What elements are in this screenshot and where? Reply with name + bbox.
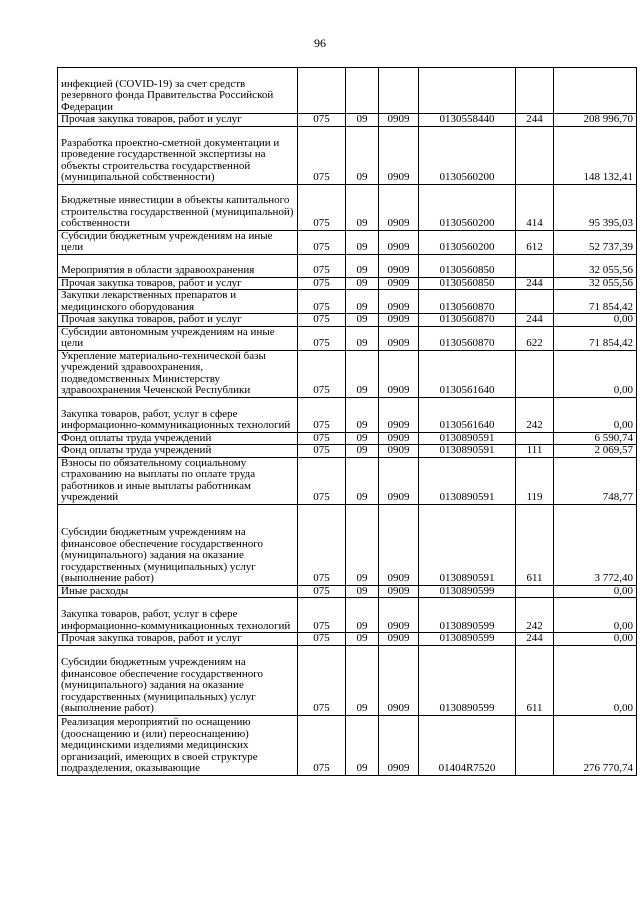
row-rz: 09	[346, 445, 379, 458]
row-sum: 0,00	[554, 314, 637, 327]
row-prz: 0909	[379, 326, 419, 350]
row-prz: 0909	[379, 397, 419, 432]
row-rz: 09	[346, 230, 379, 254]
row-vr	[516, 68, 554, 114]
row-name: Бюджетные инвестиции в объекты капитального строительства государственной (муниципальной) собственности	[58, 184, 298, 230]
row-rz: 09	[346, 314, 379, 327]
row-rz: 09	[346, 184, 379, 230]
row-sum: 148 132,41	[554, 126, 637, 184]
row-name: Прочая закупка товаров, работ и услуг	[58, 277, 298, 290]
row-ved: 075	[298, 633, 346, 646]
row-ved: 075	[298, 585, 346, 598]
row-csr	[419, 68, 516, 114]
row-name: Укрепление материально-технической базы учреждений здравоохранения, подведомственных Министерству здравоохранения Чеченской Республики	[58, 350, 298, 397]
row-prz: 0909	[379, 432, 419, 445]
page-number: 96	[314, 36, 326, 50]
row-name: Реализация мероприятий по оснащению (дооснащению и (или) переоснащению) медицинскими изделиями медицинских организаций, имеющих в своей структуре подразделения, оказывающие	[58, 715, 298, 775]
row-csr: 0130558440	[419, 114, 516, 127]
row-prz: 0909	[379, 585, 419, 598]
table-row	[58, 126, 637, 184]
row-sum: 2 069,57	[554, 445, 637, 458]
row-rz: 09	[346, 350, 379, 397]
row-prz: 0909	[379, 277, 419, 290]
row-csr: 01404R7520	[419, 715, 516, 775]
row-name: Прочая закупка товаров, работ и услуг	[58, 314, 298, 327]
row-prz	[379, 68, 419, 114]
table-row	[58, 432, 637, 445]
row-sum: 0,00	[554, 645, 637, 715]
row-csr: 0130560200	[419, 126, 516, 184]
row-name: Фонд оплаты труда учреждений	[58, 445, 298, 458]
row-name: Закупки лекарственных препаратов и медицинского оборудования	[58, 290, 298, 314]
row-prz: 0909	[379, 715, 419, 775]
table-row	[58, 504, 637, 585]
row-ved: 075	[298, 645, 346, 715]
table-row	[58, 114, 637, 127]
row-prz: 0909	[379, 350, 419, 397]
row-csr: 0130560870	[419, 314, 516, 327]
row-sum: 748,77	[554, 457, 637, 504]
row-vr	[516, 290, 554, 314]
row-name: Субсидии бюджетным учреждениям на финансовое обеспечение государственного (муниципального) задания на оказание государственных (муниципальных) услуг (выполнение работ)	[58, 504, 298, 585]
row-prz: 0909	[379, 645, 419, 715]
row-prz: 0909	[379, 504, 419, 585]
row-sum: 6 590,74	[554, 432, 637, 445]
row-name: Субсидии автономным учреждениям на иные цели	[58, 326, 298, 350]
row-ved: 075	[298, 277, 346, 290]
row-csr: 0130890591	[419, 432, 516, 445]
row-ved: 075	[298, 230, 346, 254]
row-prz: 0909	[379, 114, 419, 127]
row-name: Прочая закупка товаров, работ и услуг	[58, 633, 298, 646]
row-csr: 0130890599	[419, 645, 516, 715]
table-row	[58, 68, 637, 114]
row-csr: 0130560870	[419, 326, 516, 350]
row-ved: 075	[298, 598, 346, 633]
row-sum: 0,00	[554, 585, 637, 598]
row-rz: 09	[346, 633, 379, 646]
row-rz: 09	[346, 326, 379, 350]
row-ved: 075	[298, 314, 346, 327]
row-vr: 244	[516, 314, 554, 327]
row-vr: 244	[516, 277, 554, 290]
table-row	[58, 457, 637, 504]
row-vr	[516, 585, 554, 598]
row-sum: 0,00	[554, 397, 637, 432]
row-name: Закупка товаров, работ, услуг в сфере информационно-коммуникационных технологий	[58, 598, 298, 633]
row-rz: 09	[346, 254, 379, 277]
row-sum: 0,00	[554, 633, 637, 646]
row-vr: 611	[516, 504, 554, 585]
row-rz: 09	[346, 645, 379, 715]
row-rz: 09	[346, 457, 379, 504]
row-vr	[516, 715, 554, 775]
row-sum: 95 395,03	[554, 184, 637, 230]
row-rz: 09	[346, 126, 379, 184]
row-vr	[516, 350, 554, 397]
row-name: Мероприятия в области здравоохранения	[58, 254, 298, 277]
row-sum: 3 772,40	[554, 504, 637, 585]
row-sum: 0,00	[554, 598, 637, 633]
row-ved: 075	[298, 290, 346, 314]
row-vr: 612	[516, 230, 554, 254]
row-prz: 0909	[379, 445, 419, 458]
row-prz: 0909	[379, 290, 419, 314]
row-rz: 09	[346, 397, 379, 432]
row-vr: 242	[516, 397, 554, 432]
row-name: Фонд оплаты труда учреждений	[58, 432, 298, 445]
row-csr: 0130560200	[419, 184, 516, 230]
row-csr: 0130890591	[419, 457, 516, 504]
table-row	[58, 184, 637, 230]
row-prz: 0909	[379, 184, 419, 230]
row-vr	[516, 432, 554, 445]
row-prz: 0909	[379, 254, 419, 277]
row-sum: 32 055,56	[554, 254, 637, 277]
row-csr: 0130560850	[419, 254, 516, 277]
row-sum: 276 770,74	[554, 715, 637, 775]
table-row	[58, 230, 637, 254]
row-csr: 0130560870	[419, 290, 516, 314]
row-sum: 52 737,39	[554, 230, 637, 254]
row-name: Закупка товаров, работ, услуг в сфере информационно-коммуникационных технологий	[58, 397, 298, 432]
table-row	[58, 350, 637, 397]
row-ved: 075	[298, 184, 346, 230]
row-name: Иные расходы	[58, 585, 298, 598]
row-name: Взносы по обязательному социальному страхованию на выплаты по оплате труда работников и иные выплаты работникам учреждений	[58, 457, 298, 504]
row-csr: 0130890599	[419, 633, 516, 646]
row-name: Субсидии бюджетным учреждениям на финансовое обеспечение государственного (муниципального) задания на оказание государственных (муниципальных) услуг (выполнение работ)	[58, 645, 298, 715]
row-ved	[298, 68, 346, 114]
row-ved: 075	[298, 397, 346, 432]
row-rz: 09	[346, 290, 379, 314]
table-row	[58, 290, 637, 314]
table-row	[58, 633, 637, 646]
row-rz: 09	[346, 432, 379, 445]
table-row	[58, 585, 637, 598]
row-rz: 09	[346, 277, 379, 290]
row-csr: 0130890591	[419, 504, 516, 585]
budget-table-body	[58, 68, 637, 776]
row-prz: 0909	[379, 633, 419, 646]
row-prz: 0909	[379, 126, 419, 184]
row-vr: 242	[516, 598, 554, 633]
row-rz: 09	[346, 504, 379, 585]
row-ved: 075	[298, 114, 346, 127]
row-ved: 075	[298, 350, 346, 397]
row-prz: 0909	[379, 230, 419, 254]
row-ved: 075	[298, 715, 346, 775]
row-rz: 09	[346, 598, 379, 633]
table-row	[58, 277, 637, 290]
row-vr: 244	[516, 633, 554, 646]
row-name: инфекцией (COVID-19) за счет средств резервного фонда Правительства Российской Федерации	[58, 68, 298, 114]
row-sum: 71 854,42	[554, 326, 637, 350]
row-csr: 0130890591	[419, 445, 516, 458]
row-vr: 611	[516, 645, 554, 715]
row-sum: 208 996,70	[554, 114, 637, 127]
row-rz: 09	[346, 585, 379, 598]
row-ved: 075	[298, 445, 346, 458]
table-row	[58, 715, 637, 775]
row-vr	[516, 126, 554, 184]
row-csr: 0130890599	[419, 585, 516, 598]
row-ved: 075	[298, 457, 346, 504]
row-rz: 09	[346, 715, 379, 775]
row-rz	[346, 68, 379, 114]
row-ved: 075	[298, 326, 346, 350]
row-rz: 09	[346, 114, 379, 127]
row-vr: 244	[516, 114, 554, 127]
row-prz: 0909	[379, 457, 419, 504]
row-vr: 111	[516, 445, 554, 458]
row-ved: 075	[298, 432, 346, 445]
table-row	[58, 445, 637, 458]
row-ved: 075	[298, 254, 346, 277]
table-row	[58, 645, 637, 715]
row-vr: 414	[516, 184, 554, 230]
row-csr: 0130560200	[419, 230, 516, 254]
table-row	[58, 397, 637, 432]
row-name: Прочая закупка товаров, работ и услуг	[58, 114, 298, 127]
row-name: Субсидии бюджетным учреждениям на иные цели	[58, 230, 298, 254]
row-vr: 119	[516, 457, 554, 504]
row-csr: 0130890599	[419, 598, 516, 633]
row-csr: 0130561640	[419, 397, 516, 432]
row-csr: 0130560850	[419, 277, 516, 290]
table-row	[58, 254, 637, 277]
row-vr: 622	[516, 326, 554, 350]
table-row	[58, 326, 637, 350]
row-ved: 075	[298, 126, 346, 184]
row-vr	[516, 254, 554, 277]
row-csr: 0130561640	[419, 350, 516, 397]
table-row	[58, 598, 637, 633]
row-name: Разработка проектно-сметной документации и проведение государственной экспертизы на объекты строительства государственной (муниципальной собственности)	[58, 126, 298, 184]
row-ved: 075	[298, 504, 346, 585]
budget-table	[57, 67, 637, 776]
row-prz: 0909	[379, 314, 419, 327]
row-sum: 32 055,56	[554, 277, 637, 290]
row-prz: 0909	[379, 598, 419, 633]
row-sum: 0,00	[554, 350, 637, 397]
row-sum: 71 854,42	[554, 290, 637, 314]
table-row	[58, 314, 637, 327]
row-sum	[554, 68, 637, 114]
